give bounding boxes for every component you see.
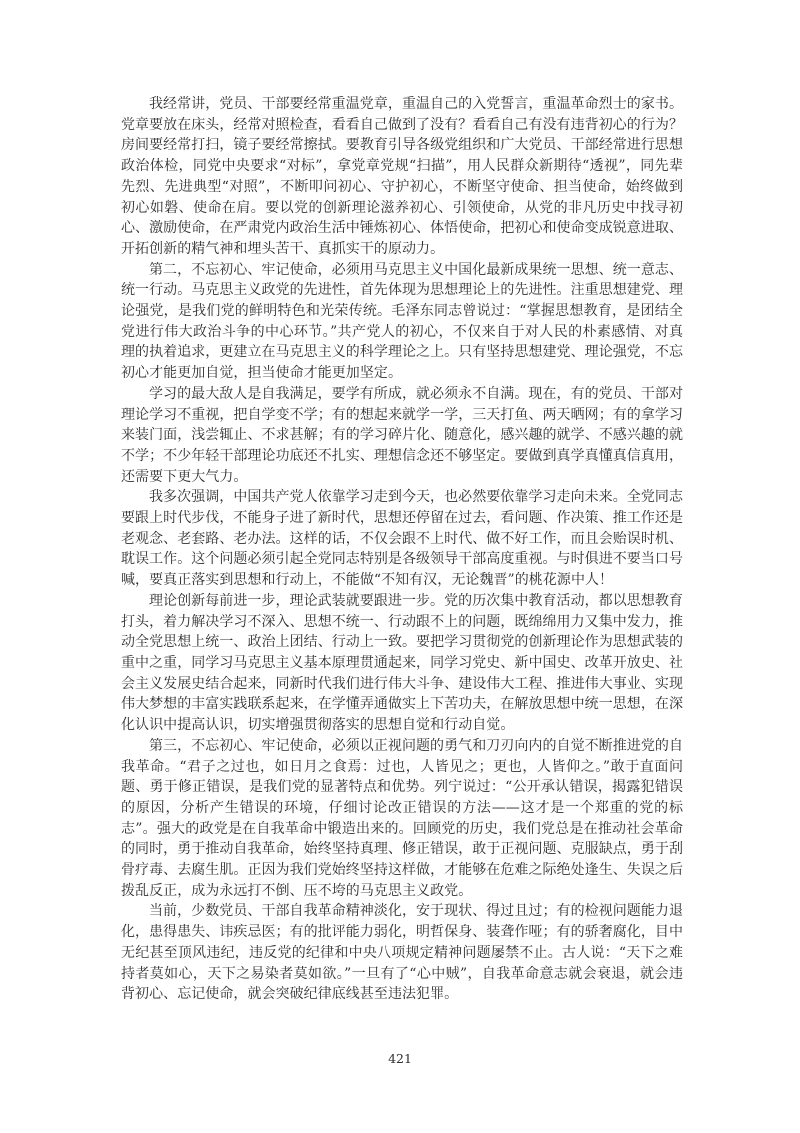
paragraph-4: 我多次强调，中国共产党人依靠学习走到今天，也必然要依靠学习走向未来。全党同志要跟上时代步伐，不能身子进了新时代，思想还停留在过去，看问题、作决策、推工作还是老观念、老套路、老办法。这样的话，不仅会跟不上时代、做不好工作，而且会贻误时机、耽误工作。这个问题必须引起全党同志特别是各级领导干部高度重视。与时俱进不要当口号喊，要真正落实到思想和行动上，不能做“不知有汉，无论魏晋”的桃花源中人！ (121, 489, 683, 589)
paragraph-7: 当前，少数党员、干部自我革命精神淡化，安于现状、得过且过；有的检视问题能力退化，患得患失、讳疾忌医；有的批评能力弱化，明哲保身、装聋作哑；有的骄奢腐化，目中无纪甚至顶风违纪，违反党的纪律和中央八项规定精神问题屡禁不止。古人说：“天下之难持者莫如心，天下之易染者莫如欲。”一旦有了“心中贼”，自我革命意志就会衰退，就会违背初心、忘记使命，就会突破纪律底线甚至违法犯罪。 (121, 903, 683, 1003)
paragraph-5: 理论创新每前进一步，理论武装就要跟进一步。党的历次集中教育活动，都以思想教育打头，着力解决学习不深入、思想不统一、行动跟不上的问题，既绵绵用力又集中发力，推动全党思想上统一、政治上团结、行动上一致。要把学习贯彻党的创新理论作为思想武装的重中之重，同学习马克思主义基本原理贯通起来，同学习党史、新中国史、改革开放史、社会主义发展史结合起来，同新时代我们进行伟大斗争、建设伟大工程、推进伟大事业、实现伟大梦想的丰富实践联系起来，在学懂弄通做实上下苦功夫，在解放思想中统一思想，在深化认识中提高认识，切实增强贯彻落实的思想自觉和行动自觉。 (121, 592, 683, 734)
page-body (121, 94, 683, 1005)
page-number: 421 (388, 1051, 412, 1066)
paragraph-3: 学习的最大敌人是自我满足，要学有所成，就必须永不自满。现在，有的党员、干部对理论学习不重视，把自学变不学；有的想起来就学一学，三天打鱼、两天晒网；有的拿学习来装门面，浅尝辄止、不求甚解；有的学习碎片化、随意化，感兴趣的就学、不感兴趣的就不学；不少年轻干部理论功底还不扎实、理想信念还不够坚定。要做到真学真懂真信真用，还需要下更大气力。 (121, 385, 683, 485)
paragraph-1: 我经常讲，党员、干部要经常重温党章，重温自己的入党誓言，重温革命烈士的家书。党章要放在床头，经常对照检查，看看自己做到了没有？看看自己有没有违背初心的行为？房间要经常打扫，镜子要经常擦拭。要教育引导各级党组织和广大党员、干部经常进行思想政治体检，同党中央要求“对标”，拿党章党规“扫描”，用人民群众新期待“透视”，同先辈先烈、先进典型“对照”，不断叩问初心、守护初心，不断坚守使命、担当使命，始终做到初心如磐、使命在肩。要以党的创新理论滋养初心、引领使命，从党的非凡历史中找寻初心、激励使命，在严肃党内政治生活中锤炼初心、体悟使命，把初心和使命变成锐意进取、开拓创新的精气神和埋头苦干、真抓实干的原动力。 (121, 96, 683, 257)
paragraph-6: 第三，不忘初心、牢记使命，必须以正视问题的勇气和刀刃向内的自觉不断推进党的自我革命。“君子之过也，如日月之食焉：过也，人皆见之；更也，人皆仰之。”敢于直面问题、勇于修正错误，是我们党的显著特点和优势。列宁说过：“公开承认错误，揭露犯错误的原因，分析产生错误的环境，仔细讨论改正错误的方法——这才是一个郑重的党的标志”。强大的政党是在自我革命中锻造出来的。回顾党的历史，我们党总是在推动社会革命的同时，勇于推动自我革命，始终坚持真理、修正错误，敢于正视问题、克服缺点，勇于刮骨疗毒、去腐生肌。正因为我们党始终坚持这样做，才能够在危难之际绝处逢生、失误之后拨乱反正，成为永远打不倒、压不垮的马克思主义政党。 (121, 737, 683, 899)
page-footer (0, 1048, 800, 1067)
paragraph-2: 第二，不忘初心、牢记使命，必须用马克思主义中国化最新成果统一思想、统一意志、统一行动。马克思主义政党的先进性，首先体现为思想理论上的先进性。注重思想建党、理论强党，是我们党的鲜明特色和光荣传统。毛泽东同志曾说过：“掌握思想教育，是团结全党进行伟大政治斗争的中心环节。”共产党人的初心，不仅来自于对人民的朴素感情、对真理的执着追求，更建立在马克思主义的科学理论之上。只有坚持思想建党、理论强党，不忘初心才能更加自觉，担当使命才能更加坚定。 (121, 261, 683, 382)
